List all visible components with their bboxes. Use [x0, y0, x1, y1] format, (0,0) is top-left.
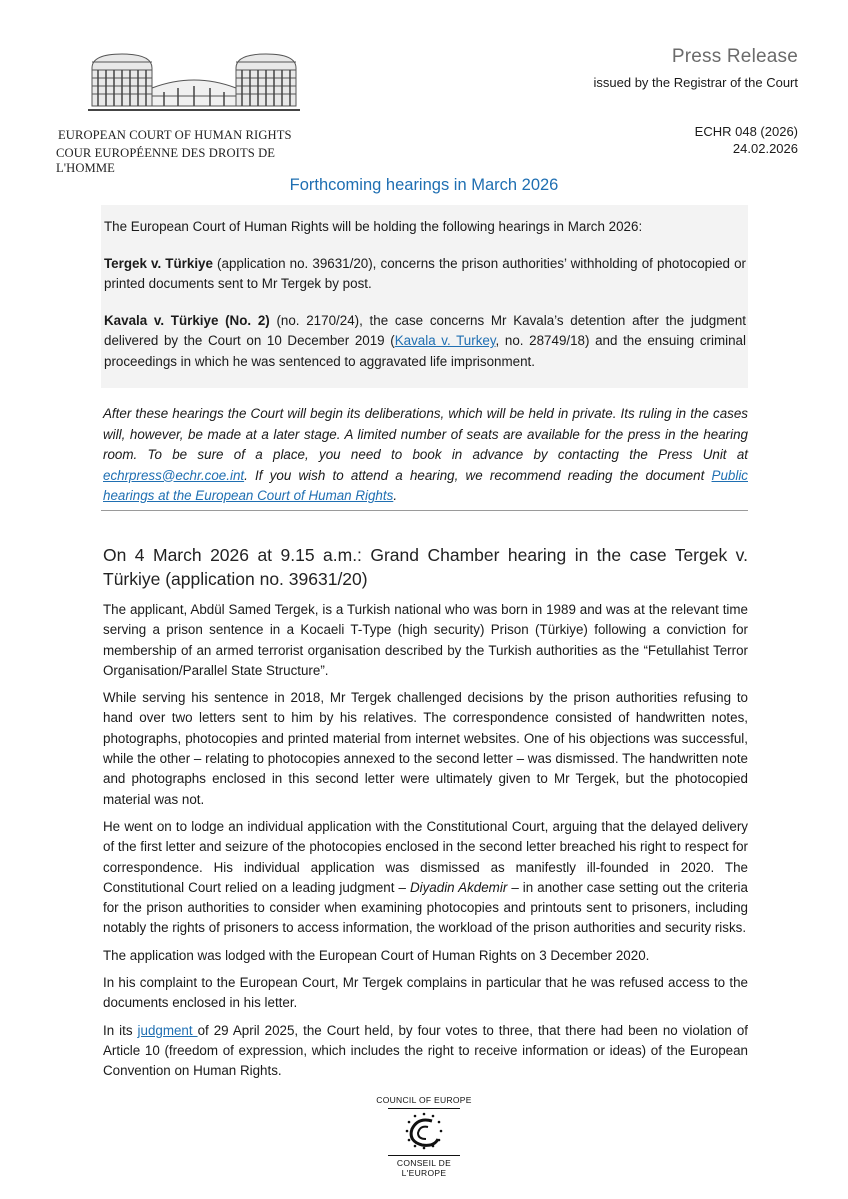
body-paragraph: The applicant, Abdül Samed Tergek, is a Turkish national who was born in 1989 and was at the relevant time serving a prison sentence in a Kocaeli T-Type (high security) Prison (Türkiye) following a conviction for membership of an armed terrorist organisation described by the Turkish authorities as the “Fetullahist Terror Organisation/Parallel State Structure”. [103, 602, 748, 678]
release-date: 24.02.2026 [732, 141, 798, 156]
body-paragraph: In its judgment of 29 April 2025, the Court held, by four votes to three, that there had been no violation of Article 10 (freedom of expression, which includes the right to receive information or ideas) of the European Convention on Human Rights. [103, 1022, 749, 1079]
court-logo [56, 48, 328, 176]
press-notice: After these hearings the Court will begin its deliberations, which will be held in private. Its ruling in the cases will, however, be made at a later stage. A limited number of seats are available for the press in the hearing room. To be sure of a place, you need to book in advance by contacting the Press Unit at echrpress@echr.coe.int. If you wish to attend a hearing, we recommend reading the document Public hearings at the European Court of Human Rights. [103, 406, 748, 503]
case-summary-kavala: Kavala v. Türkiye (No. 2) (no. 2170/24), the case concerns Mr Kavala’s detention after the judgment delivered by the Court on 10 December 2019 (Kavala v. Turkey, no. 28749/18) and the ensuing criminal proceedings in which he was sentenced to aggravated life imprisonment. [104, 312, 746, 369]
body-paragraph: While serving his sentence in 2018, Mr Tergek challenged decisions by the prison authorities refusing to hand over two letters sent to him by his relatives. The correspondence consisted of handwritten notes, photographs, photocopies and printed material from internet websites. One of his objections was successful, while the other – relating to photocopies annexed to the second letter – was dismissed. The handwritten note and photographs enclosed in this second letter were ultimately given to Mr Tergek, but the photocopied material was not. [103, 690, 748, 807]
reference-block [695, 123, 798, 157]
court-building-icon [88, 48, 300, 120]
intro-lead: The European Court of Human Rights will be holding the following hearings in March 2026: [104, 219, 643, 234]
section-divider [101, 510, 748, 511]
coe-stars-icon [388, 1109, 460, 1155]
body-paragraph: In his complaint to the European Court, Mr Tergek complains in particular that he was refused access to the documents enclosed in his letter. [103, 975, 748, 1011]
coe-name-fr: CONSEIL DE L'EUROPE [396, 1158, 452, 1178]
press-release-header [594, 46, 799, 90]
public-hearings-doc-link[interactable]: Public hearings at the European Court of Human Rights [103, 467, 748, 503]
page-title: Forthcoming hearings in March 2026 [289, 176, 559, 194]
court-name-en: EUROPEAN COURT OF HUMAN RIGHTS [58, 128, 292, 142]
reference-number: ECHR 048 (2026) [694, 124, 798, 139]
hearing-body [103, 600, 748, 1089]
hearing-heading: On 4 March 2026 at 9.15 a.m.: Grand Chamber hearing in the case Tergek v. Türkiye (application no. 39631/20) [103, 545, 748, 589]
hearings-summary-box [101, 205, 748, 388]
case-summary-tergek: Tergek v. Türkiye (application no. 39631/20), concerns the prison authorities’ withholding of photocopied or printed documents sent to Mr Tergek by post. [104, 255, 746, 291]
press-release-subtitle: issued by the Registrar of the Court [593, 75, 798, 90]
case-name-tergek: Tergek v. Türkiye [104, 255, 213, 271]
press-email-link[interactable]: echrpress@echr.coe.int [103, 467, 245, 483]
judgment-link[interactable]: judgment [137, 1022, 198, 1038]
kavala-v-turkey-link[interactable]: Kavala v. Turkey [394, 333, 496, 348]
press-release-title: Press Release [671, 46, 798, 67]
body-paragraph: The application was lodged with the European Court of Human Rights on 3 December 2020. [103, 947, 650, 963]
court-name-fr: COUR EUROPÉENNE DES DROITS DE L'HOMME [56, 146, 276, 175]
council-of-europe-logo [376, 1095, 472, 1178]
case-name-kavala: Kavala v. Türkiye (No. 2) [104, 312, 270, 328]
body-paragraph: He went on to lodge an individual application with the Constitutional Court, arguing that the delayed delivery of the first letter and seizure of the photocopies enclosed in the second letter breached his right to respect for correspondence. His individual application was dismissed as manifestly ill-founded in 2020. The Constitutional Court relied on a leading judgment – Diyadin Akdemir – in another case setting out the criteria for the prison authorities to consider when examining photocopies and printouts sent to prisoners, including notably the rights of prisoners to access information, the workload of the prison authorities and security risks. [103, 818, 748, 936]
coe-emblem-icon [388, 1108, 460, 1156]
coe-name-en: COUNCIL OF EUROPE [376, 1095, 472, 1105]
